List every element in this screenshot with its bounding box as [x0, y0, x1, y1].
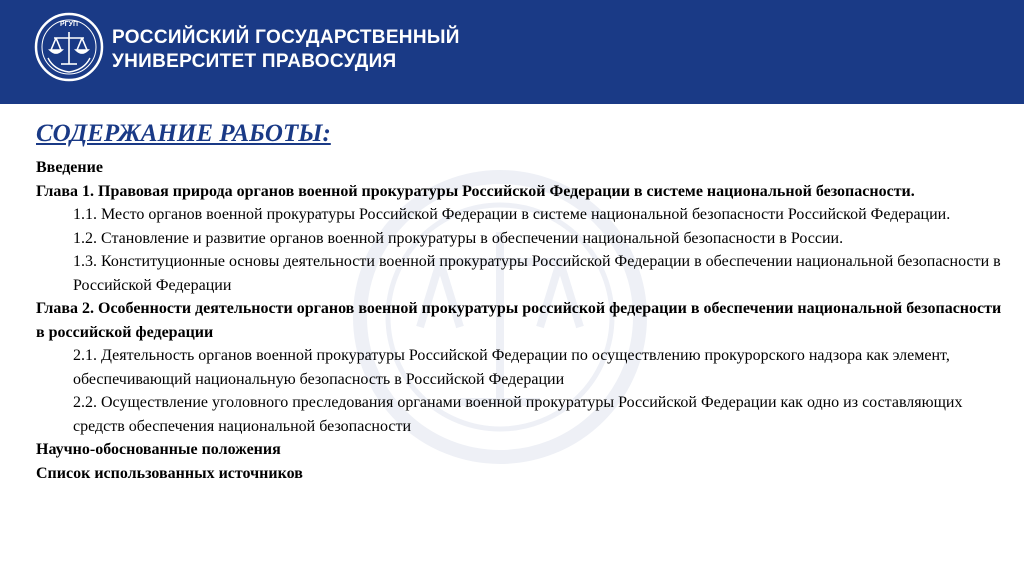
university-name-line2: УНИВЕРСИТЕТ ПРАВОСУДИЯ: [112, 51, 397, 72]
scales-icon: [50, 32, 88, 64]
logo-text: РГУП: [59, 21, 79, 28]
document-content: [36, 118, 1006, 485]
toc-section: 1.1. Место органов военной прокуратуры Российской Федерации в системе национальной безопасности Российской Федерации.: [73, 206, 951, 223]
header-bar: [0, 0, 1024, 104]
page-title: СОДЕРЖАНИЕ РАБОТЫ:: [36, 120, 331, 147]
toc-section: 1.3. Конституционные основы деятельности военной прокуратуры Российской Федерации в обеспечении национальной безопасности в Российской Федерации: [73, 253, 1001, 294]
table-of-contents: [36, 156, 1006, 485]
toc-chapter: Глава 1. Правовая природа органов военной прокуратуры Российской Федерации в системе национальной безопасности.: [36, 182, 915, 200]
toc-chapter: Научно-обоснованные положения: [36, 441, 281, 458]
university-name: [112, 26, 460, 74]
toc-section: 2.1. Деятельность органов военной прокуратуры Российской Федерации по осуществлению прокурорского надзора как элемент, обеспечивающий национальную безопасность в Российской Федерации: [73, 347, 950, 388]
toc-section: 1.2. Становление и развитие органов военной прокуратуры в обеспечении национальной безопасности в России.: [73, 229, 844, 247]
toc-chapter: Список использованных источников: [36, 464, 303, 482]
toc-chapter: Введение: [36, 159, 103, 176]
toc-section: 2.2. Осуществление уголовного преследования органами военной прокуратуры Российской Федерации как одно из составляющих средств обеспечения национальной безопасности: [73, 394, 963, 435]
toc-chapter: Глава 2. Особенности деятельности органов военной прокуратуры российской федерации в обеспечении национальной безопасности в российской федерации: [36, 300, 1002, 341]
university-logo: [34, 12, 104, 82]
university-name-line1: РОССИЙСКИЙ ГОСУДАРСТВЕННЫЙ: [112, 27, 460, 48]
